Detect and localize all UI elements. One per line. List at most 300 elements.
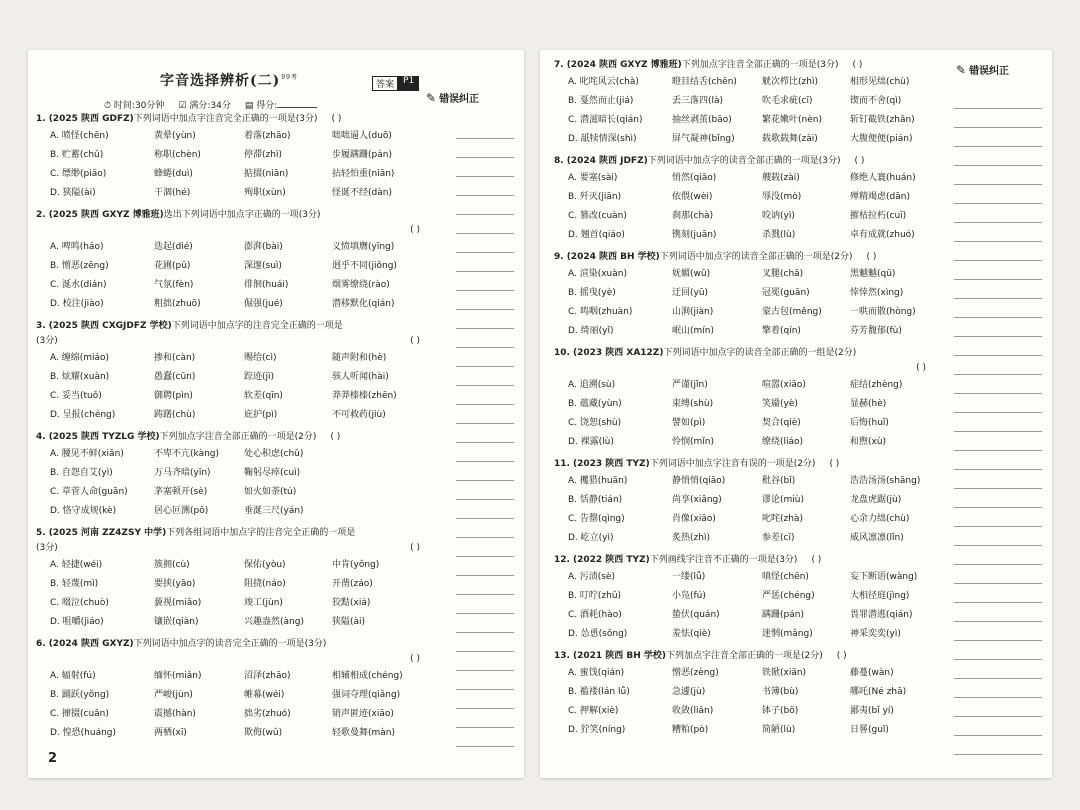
option-term: 缭绕(liáo)	[762, 437, 804, 447]
question-source: (2024 陕西 JDFZ)	[566, 156, 648, 166]
correction-line	[456, 272, 514, 291]
correction-line	[954, 641, 1042, 660]
question-source: (2022 陕西 TYZ)	[572, 555, 650, 565]
correction-line	[954, 470, 1042, 489]
correction-line	[456, 386, 514, 405]
correction-line	[456, 367, 514, 386]
question-text: 下列加点字注音全部正确的一项是(2分)	[159, 432, 317, 442]
option-term: A. 追溯(sù)	[568, 380, 616, 390]
correction-line	[456, 158, 514, 177]
option-term: 殉职(xùn)	[244, 188, 286, 198]
option-term: 严惩(chéng)	[762, 591, 815, 601]
option-term: 迭起(dié)	[154, 242, 193, 252]
question-source: (2024 陕西 GXYZ)	[48, 639, 134, 649]
option-term: 鄙夷(bǐ yí)	[850, 706, 894, 716]
option-term: 觥次栉比(zhì)	[762, 77, 818, 87]
question-number: 3.	[36, 321, 46, 331]
answer-page: P1	[398, 76, 419, 91]
pen-icon: ✎	[426, 90, 437, 105]
correction-line	[456, 139, 514, 158]
option-term: 严峻(jùn)	[154, 690, 193, 700]
option-term: 繁花嫩叶(nèn)	[762, 115, 822, 125]
option-term: 殚精竭虑(dān)	[850, 192, 910, 202]
correction-line	[456, 481, 514, 500]
option-term: 怪诞不经(dàn)	[332, 188, 392, 198]
correction-line	[954, 318, 1042, 337]
option-term: 震撼(hàn)	[154, 709, 196, 719]
option-term	[332, 502, 444, 521]
answer-label: 答案	[372, 76, 398, 91]
option-term: 收敛(liǎn)	[672, 706, 714, 716]
option-term: 刹那(chà)	[672, 211, 714, 221]
correction-line	[456, 538, 514, 557]
question-text: 下列词语中加点字的注音完全正确的一项是	[171, 321, 343, 331]
question-item	[36, 526, 444, 632]
correction-line	[954, 603, 1042, 622]
correction-line	[456, 728, 514, 747]
option-term: 不卑不亢(kàng)	[154, 449, 220, 459]
option-term: 藐视(miǎo)	[154, 598, 202, 608]
option-term: 拈轻怕重(niān)	[332, 169, 395, 179]
question-item	[554, 154, 950, 245]
question-text: 下列画线字注音不正确的一项是(3分)	[649, 555, 798, 565]
full-score-info	[178, 98, 230, 111]
answer-paren: ( )	[811, 555, 822, 565]
option-term: 芬芳馥郁(fù)	[850, 326, 902, 336]
option-term: 心余力绌(chù)	[850, 514, 910, 524]
question-number: 7.	[554, 60, 564, 70]
answer-paren: ( )	[410, 543, 420, 553]
correction-line	[456, 424, 514, 443]
option-term: B. 歼灭(jiān)	[568, 192, 622, 202]
full-score-label: 满分:34分	[189, 101, 231, 111]
option-term: 软差(qīn)	[244, 391, 283, 401]
option-term: 悄然(qiāo)	[672, 173, 717, 183]
correction-line	[954, 356, 1042, 375]
option-term: 迷惘(mǎng)	[762, 629, 813, 639]
option-term: 症结(zhèng)	[850, 380, 903, 390]
option-term: C. 押解(xiè)	[568, 706, 619, 716]
correction-line	[456, 348, 514, 367]
question-stem	[554, 346, 950, 361]
correction-line	[954, 242, 1042, 261]
option-term: 蜂蜷(duì)	[154, 169, 193, 179]
option-term: 不可救药(jiù)	[332, 410, 386, 420]
option-term: 锲而不舍(qì)	[850, 96, 902, 106]
option-term	[332, 464, 444, 483]
option-term: 干涸(hé)	[154, 188, 191, 198]
question-number: 5.	[36, 528, 46, 538]
option-term: 吹毛求疵(cī)	[762, 96, 813, 106]
left-page	[28, 50, 524, 778]
option-term: 龙盘虎踞(jù)	[850, 495, 902, 505]
option-term: 潜移默化(qián)	[332, 299, 395, 309]
option-term: 轻歌曼舞(màn)	[332, 728, 396, 738]
option-term: 缅怀(miǎn)	[154, 671, 202, 681]
option-term: 后悔(huǐ)	[850, 418, 889, 428]
question-stem	[36, 430, 444, 445]
option-term: 簇拥(cù)	[154, 560, 190, 570]
question-source: (2023 陕西 XA12Z)	[572, 348, 664, 358]
option-term: D. 恪守成规(kè)	[50, 506, 117, 516]
question-stem	[36, 208, 444, 223]
correction-label: 错误纠正	[439, 94, 480, 105]
option-term: 卓有成就(zhuó)	[850, 230, 915, 240]
option-term: 迥乎不同(jiǒng)	[332, 261, 397, 271]
answer-paren: ( )	[852, 60, 863, 70]
option-term: 悻悻然(xìng)	[850, 288, 904, 298]
correction-line	[456, 690, 514, 709]
question-source: (2021 陕西 BH 学校)	[572, 651, 667, 661]
correction-line	[456, 329, 514, 348]
correction-line	[954, 280, 1042, 299]
option-term: A. 啤鸣(háo)	[50, 242, 104, 252]
option-term: B. 恬静(tián)	[568, 495, 623, 505]
time-info	[104, 98, 164, 111]
option-term: A. 污渍(sè)	[568, 572, 615, 582]
option-grid	[36, 349, 444, 425]
correction-line	[954, 413, 1042, 432]
question-text: 下列加点字注音全部正确的一项是(3分)	[681, 60, 839, 70]
correction-heading-left	[426, 90, 479, 105]
question-stem	[554, 553, 950, 568]
question-stem	[554, 154, 950, 169]
option-term: 摧枯拉朽(cuī)	[850, 211, 907, 221]
option-term: B. 憎恶(zēng)	[50, 261, 109, 271]
question-text: 下列加点字注音全部正确的一项是(2分)	[666, 651, 823, 661]
question-text: 选出下列词语中加点字正确的一项(3分)	[163, 210, 321, 220]
option-term: 严谨(jǐn)	[672, 380, 708, 390]
option-term: 秕谷(bǐ)	[762, 476, 796, 486]
option-term: 契合(qiè)	[762, 418, 801, 428]
option-term: A. 叱咤风云(chà)	[568, 77, 639, 87]
option-grid	[36, 667, 444, 743]
question-item	[36, 112, 444, 203]
correction-heading-right	[956, 62, 1009, 77]
score-info	[245, 98, 317, 111]
option-term: 岷山(mín)	[672, 326, 714, 336]
option-term: 一缕(lǚ)	[672, 572, 706, 582]
option-term: 日晷(guǐ)	[850, 725, 889, 735]
option-term: 迂回(yū)	[672, 288, 709, 298]
option-term: 蛰伏(quán)	[672, 610, 720, 620]
right-question-list	[554, 58, 950, 745]
score-label: 得分:	[256, 101, 278, 111]
question-source: (2024 陕西 BH 学校)	[566, 252, 660, 262]
correction-line	[456, 177, 514, 196]
option-term: 叱咤(zhà)	[762, 514, 803, 524]
question-stem	[554, 649, 950, 664]
option-term: 咬讷(yì)	[762, 211, 795, 221]
document-icon: ▤	[244, 101, 254, 111]
answer-paren: ( )	[330, 432, 341, 442]
question-item	[36, 637, 444, 743]
correction-line	[954, 736, 1042, 755]
option-term: 沼泽(zhāo)	[244, 671, 291, 681]
option-term: B. 踊跃(yǒng)	[50, 690, 110, 700]
option-term: A. 喷怪(chēn)	[50, 131, 109, 141]
option-term: C. 涎水(dián)	[50, 280, 107, 290]
correction-line	[954, 261, 1042, 280]
question-text: 下列词语中加点字注音完全正确的一项是(3分)	[133, 114, 318, 124]
option-term: D. 屹立(yì)	[568, 533, 614, 543]
pen-icon: ✎	[956, 62, 967, 77]
option-term: C. 缥缈(piǎo)	[50, 169, 107, 179]
correction-line	[954, 508, 1042, 527]
answer-paren: ( )	[916, 363, 926, 373]
answer-paren: ( )	[410, 654, 420, 664]
question-number: 11.	[554, 459, 570, 469]
option-term	[332, 483, 444, 502]
question-item	[554, 457, 950, 548]
correction-line	[954, 299, 1042, 318]
answer-paren: ( )	[410, 225, 420, 235]
question-number: 10.	[554, 348, 570, 358]
page-number: 2	[48, 751, 58, 766]
question-continuation	[36, 334, 444, 349]
points-label: (3分)	[36, 543, 58, 553]
option-term: 气氛(fèn)	[154, 280, 194, 290]
answer-paren: ( )	[331, 114, 342, 124]
option-term: D. 翘首(qiáo)	[568, 230, 625, 240]
question-number: 13.	[554, 651, 570, 661]
option-term: 妩媚(wǔ)	[672, 269, 711, 279]
option-term: A. 缠绵(miáo)	[50, 353, 110, 363]
option-term: 修绝人寰(huán)	[850, 173, 916, 183]
option-term	[332, 445, 444, 464]
question-continuation	[554, 361, 950, 376]
option-term: A. 要塞(sài)	[568, 173, 618, 183]
question-continuation	[36, 223, 444, 238]
option-term: 赐给(cì)	[244, 353, 277, 363]
question-stem	[554, 250, 950, 265]
option-term: B. 轻蔑(mì)	[50, 579, 99, 589]
option-term: 停滞(zhì)	[244, 150, 282, 160]
correction-line	[954, 489, 1042, 508]
score-blank	[277, 107, 317, 108]
option-term: 黑魆魆(qū)	[850, 269, 896, 279]
question-source: (2024 陕西 GXYZ 博雅班)	[566, 60, 682, 70]
worksheet-title	[160, 70, 298, 90]
option-term: 和煦(xù)	[850, 437, 887, 447]
question-text: 下列词语中加点字的读音全部正确的一组是(2分)	[663, 348, 857, 358]
correction-line	[954, 109, 1042, 128]
option-term: 藤蔓(wàn)	[850, 668, 894, 678]
option-term: C. 撺掇(cuān)	[50, 709, 109, 719]
question-text: 下列词语中加点字的读音全部正确的一项是(3分)	[647, 156, 841, 166]
question-text: 下列词语中加点字注音有误的一项是(2分)	[649, 459, 816, 469]
question-number: 2.	[36, 210, 46, 220]
option-term: 蒙古包(měng)	[762, 307, 822, 317]
question-item	[554, 250, 950, 341]
question-source: (2025 陕西 GXYZ 博雅班)	[48, 210, 164, 220]
correction-line	[954, 147, 1042, 166]
correction-line	[954, 565, 1042, 584]
option-term: 鞠躬尽瘁(cuì)	[244, 468, 301, 478]
option-term: 载歌载舞(zài)	[762, 134, 818, 144]
option-term: 御聘(pìn)	[154, 391, 193, 401]
option-term: 擎着(qín)	[762, 326, 801, 336]
option-term: B. 褴褛(lán lǚ)	[568, 687, 630, 697]
option-term: 掂掇(niān)	[244, 169, 289, 179]
option-term: D. 惶恐(huáng)	[50, 728, 117, 738]
option-term: 阻挠(náo)	[244, 579, 286, 589]
option-term: 丢三落四(là)	[672, 96, 724, 106]
option-term: D. 裸露(lù)	[568, 437, 614, 447]
option-grid	[554, 265, 950, 341]
option-term: 束缚(shù)	[672, 399, 714, 409]
option-term: 相形见绌(chù)	[850, 77, 910, 87]
option-term: 咄咄逼人(duō)	[332, 131, 392, 141]
option-term: 浩浩汤汤(shāng)	[850, 476, 921, 486]
option-term: 庇护(pì)	[244, 410, 278, 420]
left-correction-lines	[456, 120, 514, 747]
option-term: 倔强(jué)	[244, 299, 283, 309]
correction-line	[456, 652, 514, 671]
option-term: 譬如(pì)	[672, 418, 706, 428]
correction-line	[456, 633, 514, 652]
correction-line	[954, 527, 1042, 546]
question-text: 下列词语中加点字的读音完全正确的一项是(3分)	[133, 639, 327, 649]
option-grid	[554, 376, 950, 452]
correction-line	[456, 614, 514, 633]
option-term: B. 自怨自艾(yì)	[50, 468, 113, 478]
option-term: 铁锨(xiān)	[762, 668, 807, 678]
option-term: 显赫(hè)	[850, 399, 887, 409]
option-term: 义愤填膺(yīng)	[332, 242, 395, 252]
option-grid	[36, 556, 444, 632]
question-item	[554, 649, 950, 740]
option-term: 喧嚣(xiāo)	[762, 380, 806, 390]
option-term: D. 狭隘(ài)	[50, 188, 96, 198]
question-item	[554, 58, 950, 149]
option-term: C. 啜泣(chuò)	[50, 598, 109, 608]
correction-line	[456, 443, 514, 462]
answer-paren: ( )	[854, 156, 865, 166]
option-term: 销声匿迹(xiāo)	[332, 709, 394, 719]
correction-line	[456, 709, 514, 728]
correction-line	[456, 671, 514, 690]
option-term: 参差(cī)	[762, 533, 795, 543]
option-term: B. 摇曳(yè)	[568, 288, 616, 298]
worksheet-meta	[104, 98, 317, 111]
correction-line	[456, 557, 514, 576]
option-term: 哪吒(Né zhā)	[850, 687, 907, 697]
correction-line	[954, 90, 1042, 109]
option-term: 嗔怪(chēn)	[762, 572, 809, 582]
correction-line	[456, 595, 514, 614]
question-continuation	[36, 652, 444, 667]
option-term: 镶嵌(qiàn)	[154, 617, 199, 627]
question-number: 9.	[554, 252, 564, 262]
option-term: 畏罪潜逃(qián)	[850, 610, 913, 620]
question-item	[554, 346, 950, 452]
option-grid	[36, 238, 444, 314]
question-number: 1.	[36, 114, 46, 124]
correction-line	[456, 234, 514, 253]
correction-line	[954, 679, 1042, 698]
option-term: 笑靥(yè)	[762, 399, 798, 409]
question-source: (2025 陕西 CXGJDFZ 学校)	[48, 321, 172, 331]
correction-line	[954, 432, 1042, 451]
answer-paren: ( )	[829, 459, 840, 469]
option-term: D. 咀嚼(jiáo)	[50, 617, 104, 627]
answer-paren: ( )	[866, 252, 877, 262]
option-term: 骇人听闻(hài)	[332, 372, 389, 382]
option-term: A. 攫猎(huān)	[568, 476, 628, 486]
question-number: 6.	[36, 639, 46, 649]
correction-line	[456, 500, 514, 519]
correction-line	[954, 394, 1042, 413]
option-term: 随声附和(hè)	[332, 353, 387, 363]
option-term: D. 舐犊情深(shì)	[568, 134, 637, 144]
correction-line	[954, 660, 1042, 679]
option-term: 镌刻(juān)	[672, 230, 717, 240]
question-stem	[36, 112, 444, 127]
option-term: 瞪目结舌(chēn)	[672, 77, 737, 87]
option-term: A. 渲染(xuàn)	[568, 269, 627, 279]
option-term: 抽丝剥茧(bāo)	[672, 115, 732, 125]
option-term: 兴趣盎然(àng)	[244, 617, 304, 627]
option-term: 肖像(xiāo)	[672, 514, 716, 524]
question-item	[36, 208, 444, 314]
option-term: 憎恶(zèng)	[672, 668, 719, 678]
right-correction-lines	[954, 90, 1042, 755]
option-term: 欺侮(wǔ)	[244, 728, 283, 738]
correction-line	[954, 451, 1042, 470]
option-term: 拙劣(zhuó)	[244, 709, 291, 719]
option-term: 糟粕(pò)	[672, 725, 709, 735]
question-item	[36, 430, 444, 521]
option-term: 居心叵测(pǒ)	[154, 506, 209, 516]
option-term: 杀戮(lù)	[762, 230, 796, 240]
question-stem	[36, 526, 444, 541]
option-term: C. 草菅人命(guān)	[50, 487, 128, 497]
option-term: C. 酒耗(hào)	[568, 610, 622, 620]
option-term: 神采奕奕(yì)	[850, 629, 901, 639]
option-term: 处心积虑(chǔ)	[244, 449, 304, 459]
title-superscript: 99考	[281, 74, 298, 82]
option-term: 深邃(suì)	[244, 261, 282, 271]
option-term: 踪迹(jì)	[244, 372, 275, 382]
option-term: 中肯(yǒng)	[332, 560, 380, 570]
correction-line	[954, 185, 1042, 204]
option-term: 垂涎三尺(yán)	[244, 506, 304, 516]
option-term: B. 叮咛(zhǔ)	[568, 591, 622, 601]
question-number: 12.	[554, 555, 570, 565]
correction-line	[456, 405, 514, 424]
correction-line	[456, 462, 514, 481]
option-term: 两栖(xī)	[154, 728, 187, 738]
correction-line	[954, 166, 1042, 185]
option-term: 茅塞顿开(sè)	[154, 487, 208, 497]
time-label: 时间:30分钟	[113, 101, 165, 111]
option-term: 大相径庭(jìng)	[850, 591, 910, 601]
right-page	[540, 50, 1052, 778]
option-term: 威风凛凛(lǐn)	[850, 533, 904, 543]
correction-line	[954, 223, 1042, 242]
question-continuation	[36, 541, 444, 556]
clock-icon: ⏱	[104, 101, 112, 111]
correction-line	[954, 337, 1042, 356]
option-term: 竣工(jùn)	[244, 598, 283, 608]
option-term: 愚蠢(cūn)	[154, 372, 196, 382]
option-term: 冠冕(guān)	[762, 288, 810, 298]
option-term: 艘载(zài)	[762, 173, 800, 183]
option-term: 踌躇(chù)	[154, 410, 196, 420]
option-term: C. 饶恕(shù)	[568, 418, 622, 428]
option-term: 狡黠(xiá)	[332, 598, 371, 608]
